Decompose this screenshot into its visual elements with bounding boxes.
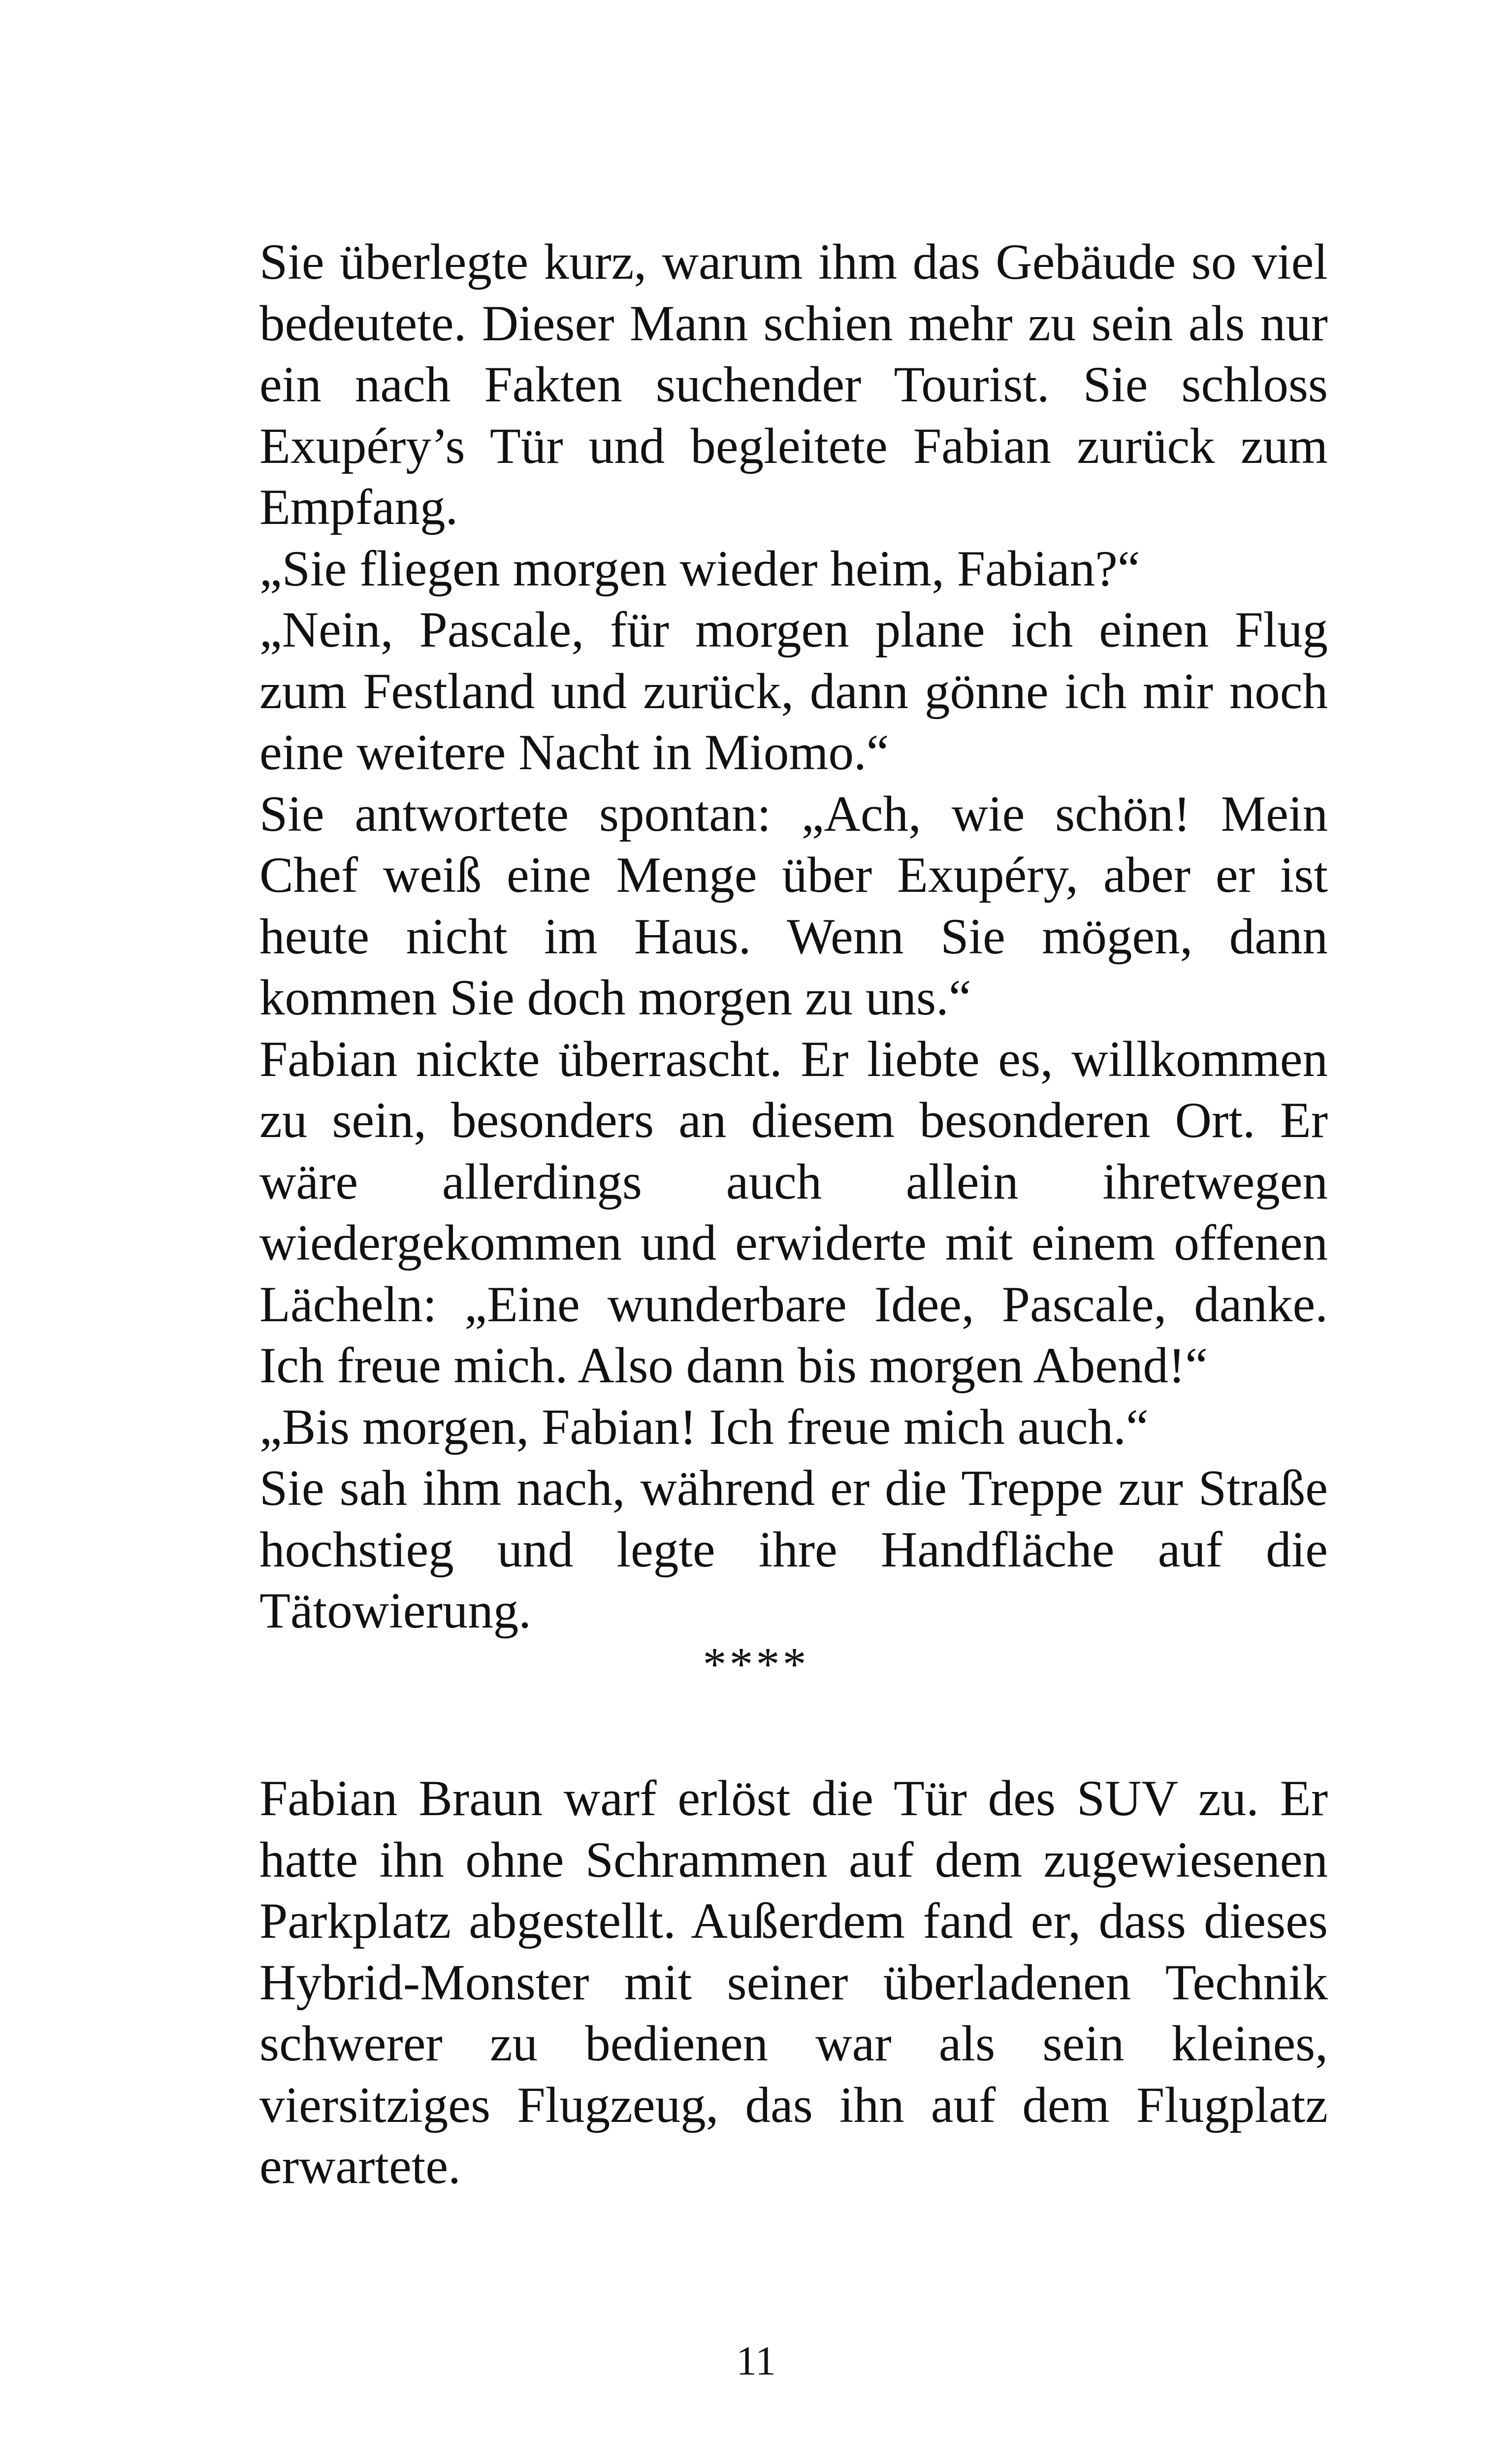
dialogue-line: „Sie fliegen morgen wieder heim, Fabian?“ [259, 540, 1140, 597]
dialogue-line: „Nein, Pascale, für morgen plane ich einen Flug zum Festland und zurück, dann gönne ich mir noch eine weitere Nacht in Miomo.“ [259, 602, 1328, 781]
paragraph: Fabian nickte überrascht. Er liebte es, willkommen zu sein, besonders an diesem besonderen Ort. Er wäre allerdings auch allein ihretwegen wiedergekommen und erwiderte mit einem offenen Lächeln: „Eine wunderbare Idee, Pascale, danke. Ich freue mich. Also dann bis morgen Abend!“ [259, 1031, 1328, 1394]
text-section-two [259, 1768, 1328, 2197]
dialogue-line: „Bis morgen, Fabian! Ich freue mich auch.“ [259, 1399, 1149, 1455]
paragraph: Sie antwortete spontan: „Ach, wie schön! Mein Chef weiß eine Menge über Exupéry, aber er ist heute nicht im Haus. Wenn Sie mögen, dann kommen Sie doch morgen zu uns.“ [259, 785, 1328, 1026]
scene-separator: **** [703, 1638, 809, 1691]
page-number: 11 [736, 2338, 776, 2384]
paragraph: Fabian Braun warf erlöst die Tür des SUV zu. Er hatte ihn ohne Schrammen auf dem zugewiesenen Parkplatz abgestellt. Außerdem fand er, dass dieses Hybrid-Monster mit seiner überladenen Technik schwerer zu bedienen war als sein kleines, viersitziges Flugzeug, das ihn auf dem Flugplatz erwartete. [259, 1770, 1328, 2194]
paragraph: Sie überlegte kurz, warum ihm das Gebäude so viel bedeutete. Dieser Mann schien mehr zu sein als nur ein nach Fakten suchender Tourist. Sie schloss Exupéry’s Tür und begleitete Fabian zurück zum Empfang. [259, 234, 1328, 535]
paragraph: Sie sah ihm nach, während er die Treppe zur Straße hochstieg und legte ihre Handfläche auf die Tätowierung. [259, 1460, 1328, 1639]
text-section-one [259, 231, 1328, 1642]
